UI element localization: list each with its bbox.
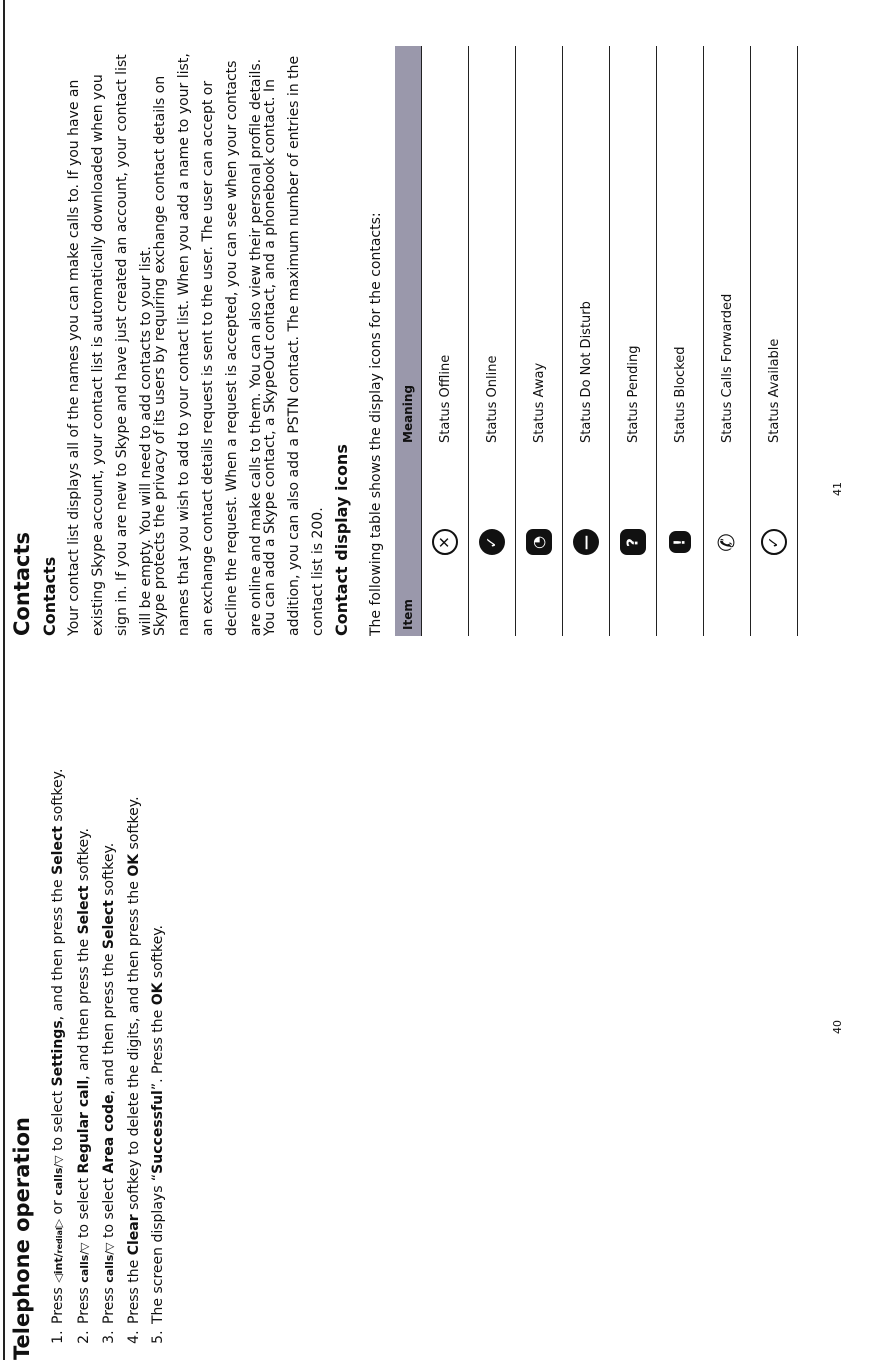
step-3: 2. Press calls/▽ to select Regular call, and then press the Select softkey.	[72, 676, 97, 1326]
table-row	[704, 46, 751, 636]
top-rule	[3, 0, 5, 680]
step-2: 1. Press ◁int/redial▷ or calls/▽ to select Settings, and then press the Select softkey.	[46, 676, 72, 1326]
page-number: 41	[831, 482, 844, 496]
table-row	[657, 46, 704, 636]
left-page	[0, 680, 874, 1360]
table-intro: The following table shows the display icons for the contacts:	[368, 212, 384, 636]
step-5: 4. Press the Clear softkey to delete the digits, and then press the OK softkey.	[122, 676, 146, 1326]
away-icon: ◔	[526, 530, 552, 556]
calls-forwarded-icon: ✆	[714, 533, 740, 552]
page-title: Contacts	[10, 532, 34, 636]
table-row	[469, 46, 516, 636]
table-row	[422, 46, 469, 636]
top-rule	[3, 680, 5, 1360]
table-row	[563, 46, 610, 636]
table-row	[516, 46, 563, 636]
paragraph-2: Skype protects the privacy of its users by requiring exchange contact details on names that you wish to add to your contact list. When you add a name to your list, an exchange contact details request is sent to the user. The user can accept or decline the request. When a request is accepted, you can see when your contacts are online and make calls to them. You can also view their personal profile details.	[152, 53, 264, 636]
paragraph-1: Your contact list displays all of the names you can make calls to. If you have an existing Skype account, your contact list is automatically downloaded when you sign in. If you are new to Skype and have just created an account, your contact list will be empty. You will need to add contacts to your list.	[66, 54, 154, 636]
blocked-icon: !	[669, 532, 691, 554]
meaning-cell: Status Available	[751, 46, 798, 449]
step-4: 3. Press calls/▽ to select Area code, and then press the Select softkey.	[97, 676, 122, 1326]
table-row	[751, 46, 798, 636]
section-subtitle: Contacts	[40, 556, 59, 636]
header-item: Item	[395, 449, 422, 636]
meaning-cell: Status Pending	[610, 46, 657, 449]
online-icon: ✓	[479, 530, 505, 556]
do-not-disturb-icon: —	[573, 530, 599, 556]
page-number: 40	[831, 1020, 844, 1034]
calls-key: calls/▽	[78, 1242, 91, 1283]
step-text: Press	[50, 1282, 66, 1324]
header-meaning: Meaning	[395, 46, 422, 449]
meaning-cell: Status Blocked	[657, 46, 704, 449]
available-icon: ✓	[761, 530, 787, 556]
table-row	[610, 46, 657, 636]
int-redial-key: ◁int/redial▷	[52, 1218, 65, 1283]
calls-key: calls/▽	[52, 1155, 65, 1196]
section-title: Contact display icons	[332, 444, 351, 636]
offline-icon: ✕	[432, 530, 458, 556]
pending-icon: ?	[620, 530, 646, 556]
steps-list	[46, 676, 170, 1348]
paragraph-3: You can add a Skype contact, a SkypeOut contact, and a phonebook contact. In addition, you can also add a PSTN contact. The maximum number of entries in the contact list is 200.	[262, 55, 326, 636]
page-title: Telephone operation	[10, 1117, 34, 1360]
meaning-cell: Status Offline	[422, 46, 469, 449]
table-header-row	[395, 46, 422, 636]
meaning-cell: Status Away	[516, 46, 563, 449]
meaning-cell: Status Calls Forwarded	[704, 46, 751, 449]
step-6: 5. The screen displays “Successful”. Press the OK softkey.	[146, 676, 170, 1326]
calls-key: calls/▽	[103, 1242, 116, 1283]
meaning-cell: Status Do Not Disturb	[563, 46, 610, 449]
meaning-cell: Status Online	[469, 46, 516, 449]
contact-icons-table	[395, 46, 798, 636]
